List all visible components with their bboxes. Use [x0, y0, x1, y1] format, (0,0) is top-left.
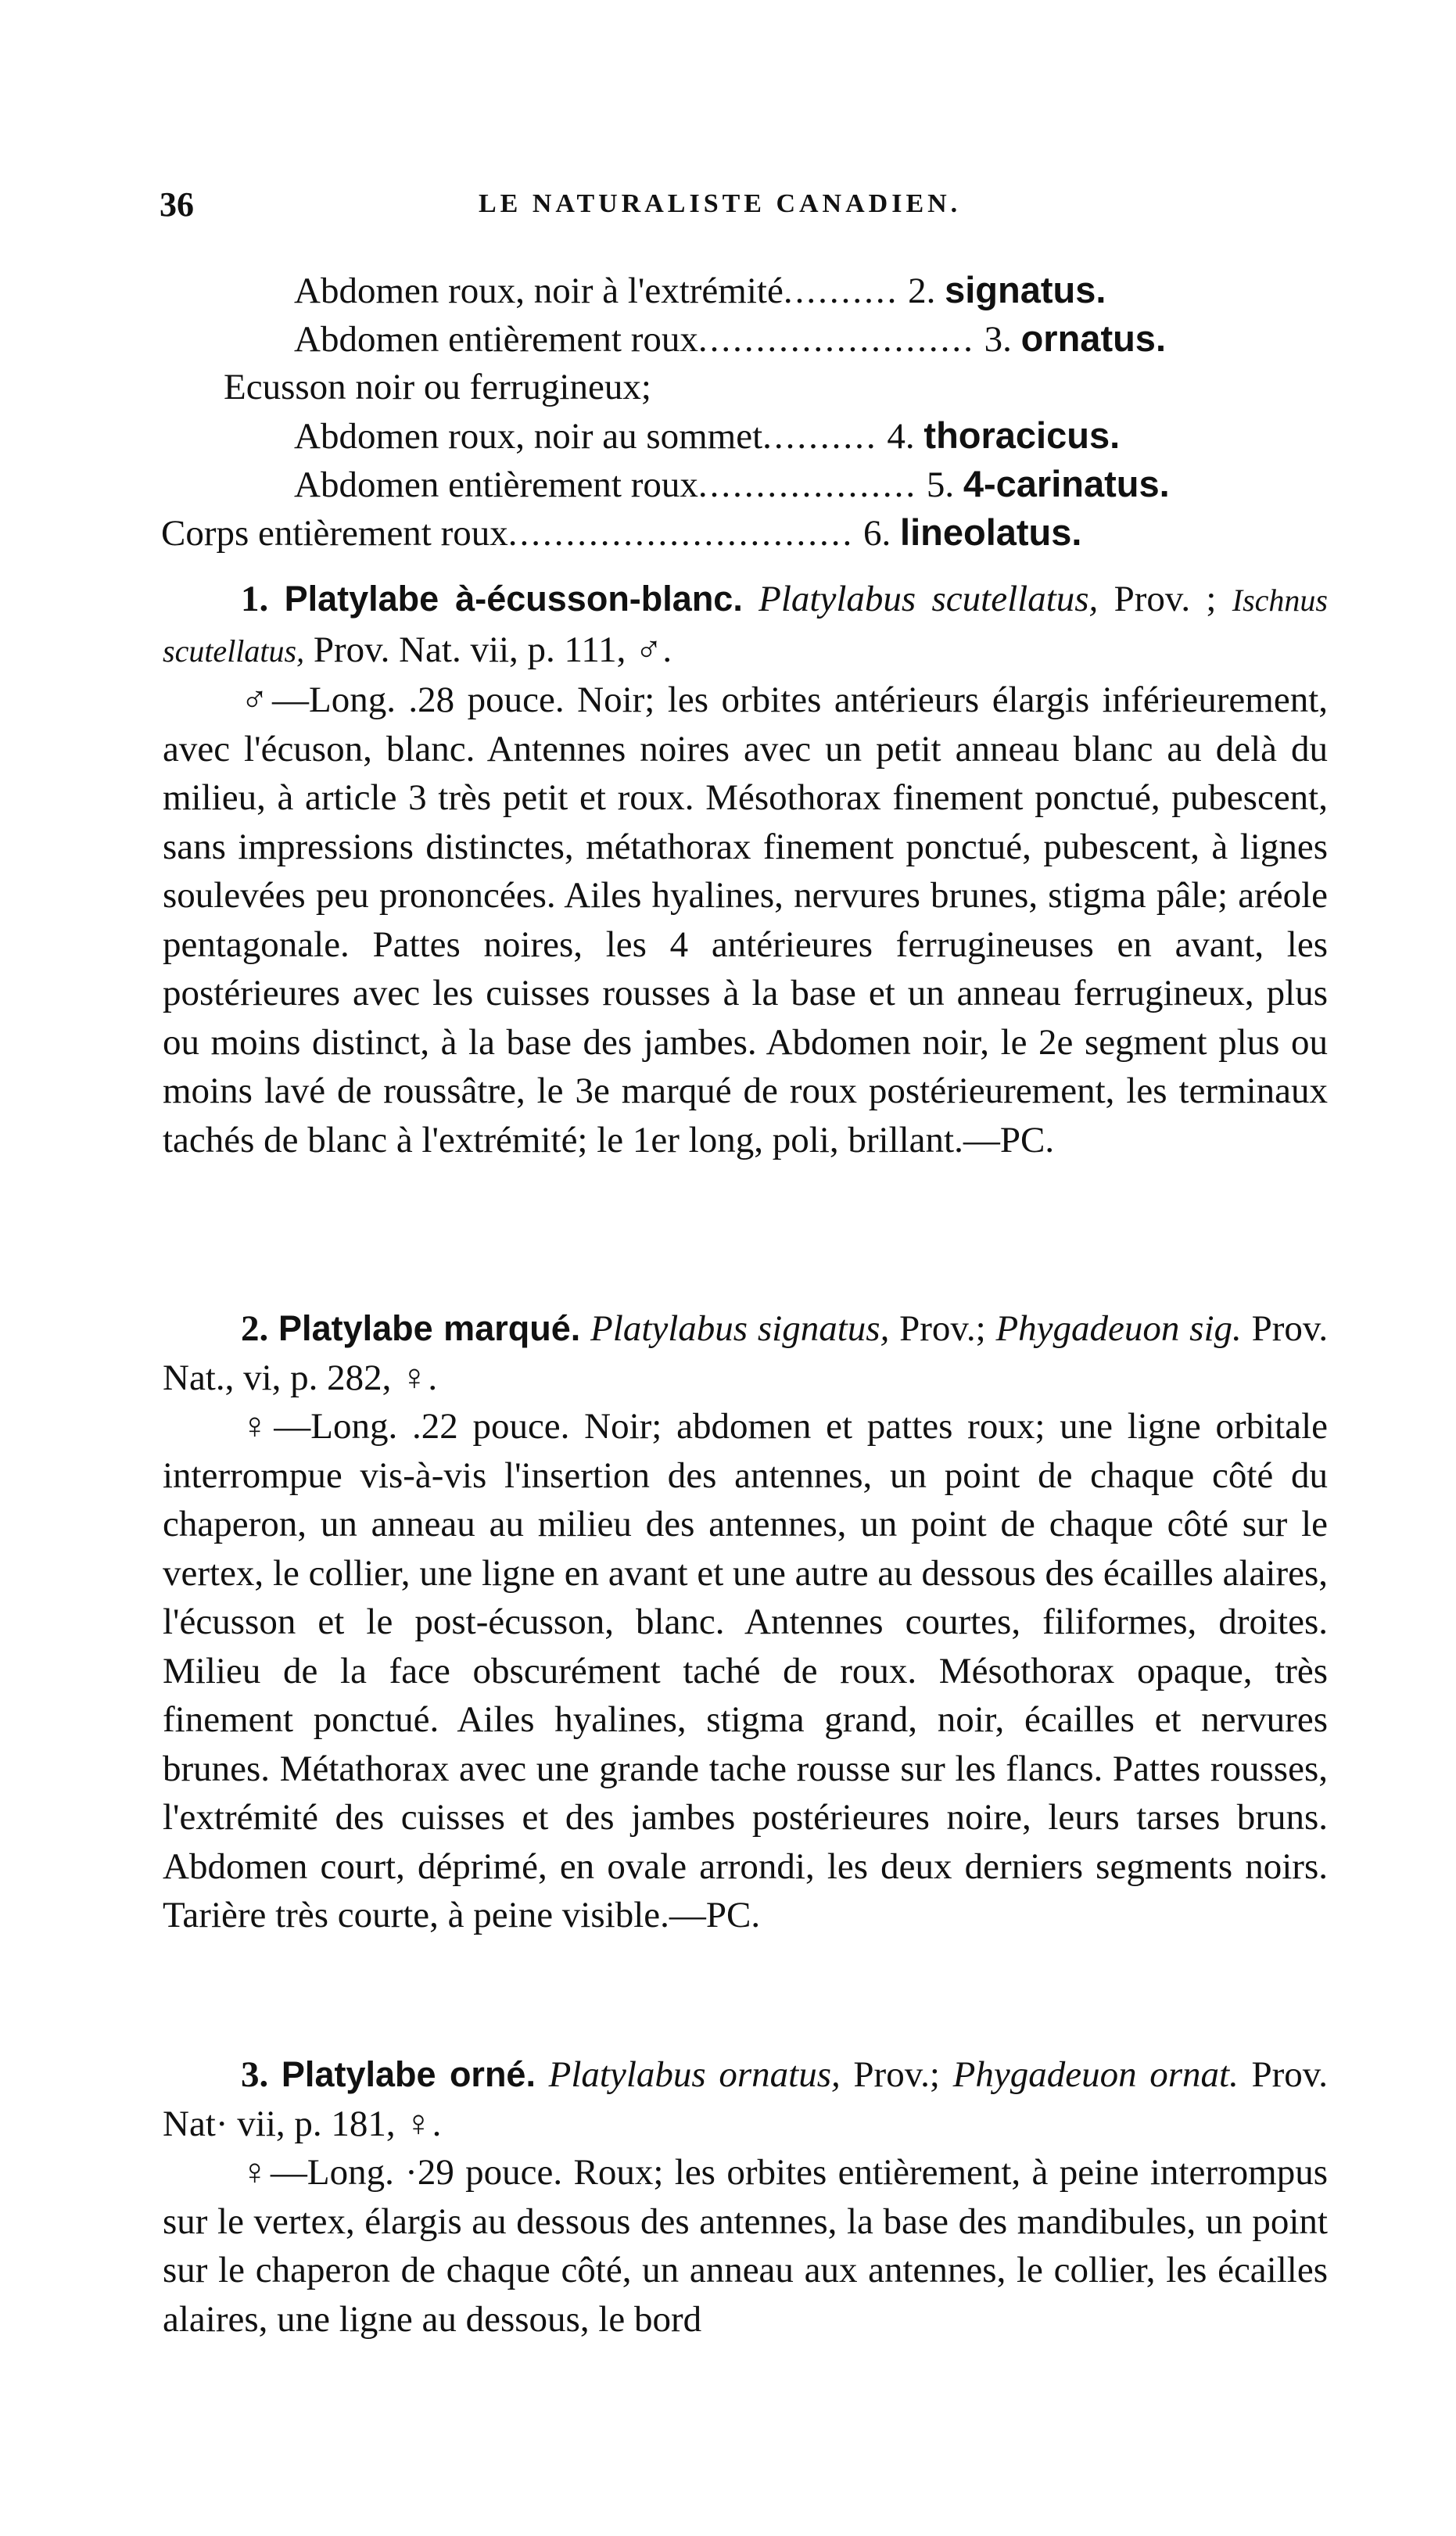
key-number: 6. [863, 513, 891, 554]
page-header [160, 185, 1332, 231]
latin-name: Platylabus signatus, [590, 1308, 890, 1349]
synonym: Phygadeuon ornat. [952, 2054, 1239, 2095]
key-text: Abdomen roux, noir au sommet [294, 416, 763, 457]
citation: Prov. Nat., vi, p. 282, ♀. [163, 1308, 1329, 1398]
key-text: Abdomen entièrement roux [294, 465, 698, 505]
synonym: Ischnus scutellatus, [163, 583, 1328, 669]
author-ref: Prov.; [899, 1308, 986, 1349]
latin-name: Platylabus ornatus, [548, 2054, 841, 2095]
common-name: Platylabe à-écusson-blanc. [284, 579, 743, 619]
key-text: Ecusson noir ou ferrugineux; [224, 367, 651, 407]
citation: Prov. Nat· vii, p. 181, ♀. [163, 2054, 1329, 2144]
entry-description: ♀—Long. .22 pouce. Noir; abdomen et pattes roux; une ligne orbitale interrompue vis-à-vis l'insertion des antennes, un point de chaque côté du chaperon, un anneau au milieu des antennes, un point de chaque côté sur le vertex, le collier, une ligne en avant et une autre au dessous des écailles alaires, l'écusson et le post-écusson, blanc. Antennes courtes, filiformes, droites. Milieu de la face obscurément taché de roux. Mésothorax opaque, très finement ponctué. Ailes hyalines, stigma grand, noir, écailles et nervures brunes. Métathorax avec une grande tache rousse sur les flancs. Pattes rousses, l'extrémité des cuisses et des jambes postérieures noire, leurs tarses bruns. Abdomen court, déprimé, en ovale arrondi, les deux derniers segments noirs. Tarière très courte, à peine visible.—PC. [163, 1406, 1328, 1935]
key-leader: ................... [698, 465, 918, 505]
entry-description: ♀—Long. ·29 pouce. Roux; les orbites entièrement, à peine interrompus sur le vertex, élargis au dessous des antennes, la base des mandibules, un point sur le chaperon de chaque côté, un anneau aux antennes, le collier, les écailles alaires, une ligne au dessous, le bord [163, 2152, 1328, 2340]
entry-description: ♂—Long. .28 pouce. Noir; les orbites antérieurs élargis inférieurement, avec l'écuson, blanc. Antennes noires avec un petit anneau blanc au delà du milieu, à article 3 très petit et roux. Mésothorax finement ponctué, pubescent, sans impressions distinctes, métathorax finement ponctué, pubescent, à lignes soulevées peu prononcées. Ailes hyalines, nervures brunes, stigma pâle; aréole pentagonale. Pattes noires, les 4 antérieures ferrugineuses en avant, les postérieures avec les cuisses rousses à la base et un anneau ferrugineux, plus ou moins distinct, à la base des jambes. Abdomen noir, le 2e segment plus ou moins lavé de roussâtre, le 3e marqué de roux postérieurement, les terminaux tachés de blanc à l'extrémité; le 1er long, poli, brillant.—PC. [163, 680, 1328, 1160]
common-name: Platylabe orné. [281, 2054, 536, 2094]
citation: Prov. Nat. vii, p. 111, ♂. [313, 629, 672, 670]
key-leader: .......... [762, 416, 878, 457]
entry-heading [163, 1304, 1328, 1402]
key-number: 2. [908, 271, 936, 311]
page-number: 36 [160, 185, 194, 224]
entry-number: 3. [241, 2054, 269, 2095]
key-species: lineolatus. [900, 511, 1082, 553]
running-title: LE NATURALISTE CANADIEN. [479, 189, 962, 218]
entry-heading [163, 575, 1328, 676]
species-entry [163, 575, 1328, 1164]
key-number: 5. [926, 465, 955, 505]
species-entry [163, 1304, 1328, 1940]
key-species: signatus. [945, 269, 1106, 310]
key-leader: .......... [783, 271, 899, 311]
key-text: Abdomen entièrement roux [294, 319, 698, 360]
key-text: Corps entièrement roux [161, 513, 508, 554]
key-number: 4. [887, 416, 915, 457]
key-number: 3. [984, 319, 1012, 360]
entry-number: 1. [241, 579, 269, 619]
key-species: thoracicus. [923, 414, 1121, 456]
key-text: Abdomen roux, noir à l'extrémité [294, 271, 784, 311]
key-species: 4-carinatus. [963, 463, 1170, 504]
entry-number: 2. [241, 1308, 269, 1349]
entry-heading [163, 2050, 1328, 2148]
key-line [161, 504, 1081, 561]
synonym: Phygadeuon sig. [995, 1308, 1242, 1349]
common-name: Platylabe marqué. [278, 1308, 581, 1348]
key-leader: .............................. [507, 513, 855, 554]
key-leader: ........................ [698, 319, 975, 360]
species-entry [163, 2050, 1328, 2344]
latin-name: Platylabus scutellatus, [758, 579, 1099, 619]
author-ref: Prov.; [853, 2054, 940, 2095]
author-ref: Prov. ; [1114, 579, 1217, 619]
key-species: ornatus. [1020, 317, 1167, 359]
